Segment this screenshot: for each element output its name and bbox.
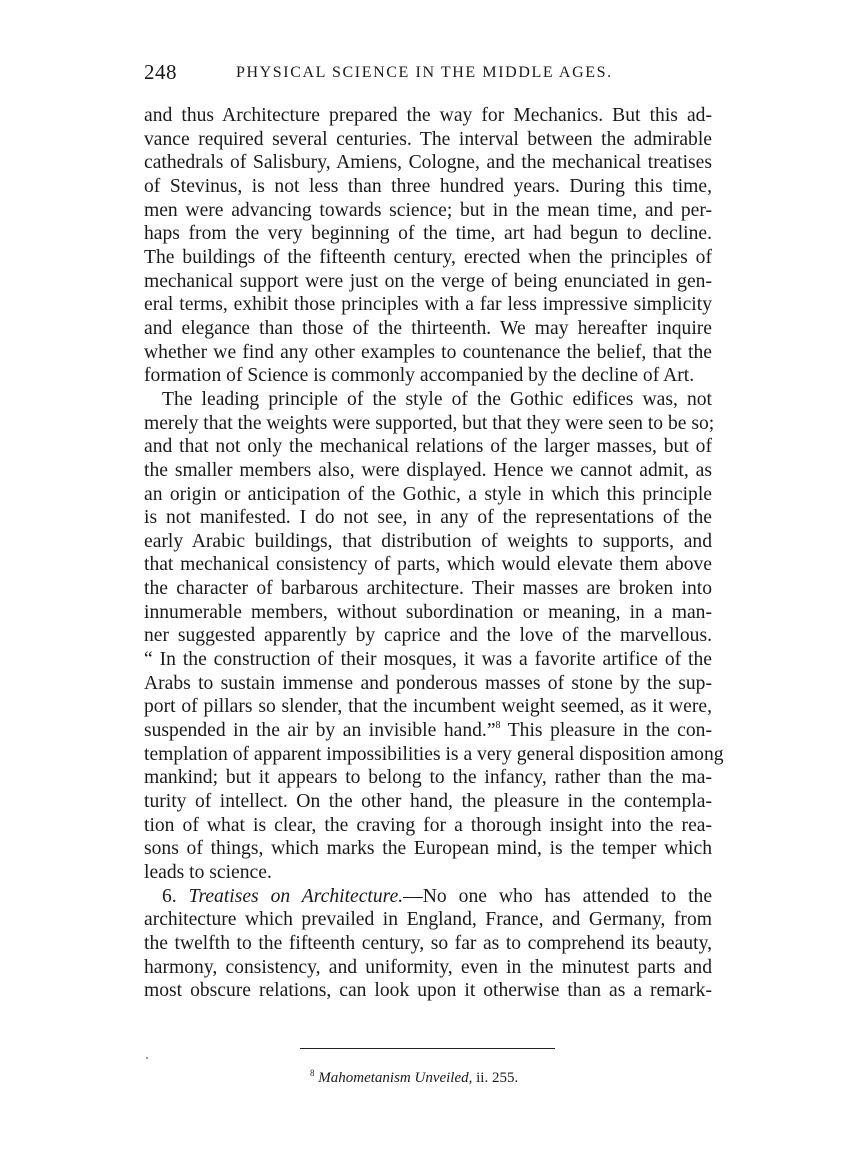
text-line: merely that the weights were supported, but that they were seen to be so; [144,412,715,434]
text-line: formation of Science is commonly accompanied by the decline of Art. [144,365,695,387]
running-title: PHYSICAL SCIENCE IN THE MIDDLE AGES. [236,64,613,81]
text-line: that mechanical consistency of parts, which would elevate them above [144,554,712,576]
footnote-mark: 8 [310,1068,315,1078]
text-line: sons of things, which marks the European mind, is the temper which [144,838,712,860]
section-number: 6. [162,885,189,907]
section-heading-line [144,885,712,909]
text-segment: —No one who has attended to the [403,885,713,907]
text-line: and that not only the mechanical relations of the larger masses, but of [144,436,712,458]
text-line: leads to science. [144,862,272,883]
footnote-reference-text: ii. 255. [472,1070,519,1086]
body-text [144,104,724,1003]
stray-mark [146,1057,148,1059]
text-line: innumerable members, without subordination or meaning, in a man- [144,601,712,623]
footnote-title: Mahometanism Unveiled, [318,1070,473,1086]
text-line: The leading principle of the style of the Gothic edifices was, not [162,388,712,410]
text-segment: This pleasure in the con- [500,720,712,742]
text-line: the character of barbarous architecture. Their masses are broken into [144,578,712,600]
text-line: tion of what is clear, the craving for a thorough insight into the rea- [144,814,712,836]
text-line: haps from the very beginning of the time, art had begun to decline. [144,223,712,245]
footnote-reference[interactable]: 8 [495,720,501,732]
text-line: early Arabic buildings, that distribution of weights to supports, and [144,530,712,552]
text-line: harmony, consistency, and uniformity, even in the minutest parts and [144,956,712,978]
text-line: Arabs to sustain immense and ponderous masses of stone by the sup- [144,672,712,694]
text-line: The buildings of the fifteenth century, erected when the principles of [144,246,712,268]
text-line: turity of intellect. On the other hand, the pleasure in the contempla- [144,791,712,813]
text-line: eral terms, exhibit those principles with a far less impressive simplicity [144,294,712,316]
text-line: “ In the construction of their mosques, it was a favorite artifice of the [144,649,712,671]
text-segment: suspended in the air by an invisible hand.” [144,720,496,742]
text-line: most obscure relations, can look upon it otherwise than as a remark- [144,980,712,1002]
text-line: and thus Architecture prepared the way for Mechanics. But this ad- [144,105,712,126]
footnote-divider [300,1048,555,1049]
paragraph-1 [144,104,712,388]
text-line: port of pillars so slender, that the incumbent weight seemed, as it were, [144,696,712,718]
paragraph-2 [144,388,724,885]
text-line: mechanical support were just on the verge of being enunciated in gen- [144,270,712,292]
text-line: an origin or anticipation of the Gothic, a style in which this principle [144,483,712,505]
text-line: whether we find any other examples to countenance the belief, that the [144,341,712,363]
text-line-with-note [144,719,712,743]
text-line: men were advancing towards science; but in the mean time, and per- [144,199,712,221]
text-line: the smaller members also, were displayed. Hence we cannot admit, as [144,459,712,481]
text-line: vance required several centuries. The interval between the admirable [144,128,712,150]
text-line: templation of apparent impossibilities is a very general disposition among [144,743,724,765]
text-line: the twelfth to the fifteenth century, so far as to comprehend its beauty, [144,932,712,954]
text-line: architecture which prevailed in England, France, and Germany, from [144,909,712,931]
text-line: cathedrals of Salisbury, Amiens, Cologne, and the mechanical treatises [144,152,712,174]
text-line: and elegance than those of the thirteenth. We may hereafter inquire [144,317,712,339]
text-line: mankind; but it appears to belong to the infancy, rather than the ma- [144,767,712,789]
running-head [144,60,712,90]
paragraph-3 [144,885,712,1003]
footnote [310,1070,518,1087]
text-line: is not manifested. I do not see, in any of the representations of the [144,507,712,529]
text-line: of Stevinus, is not less than three hundred years. During this time, [144,175,712,197]
section-heading: Treatises on Architecture. [188,885,404,907]
text-line: ner suggested apparently by caprice and the love of the marvellous. [144,625,712,647]
page-number: 248 [144,60,177,84]
